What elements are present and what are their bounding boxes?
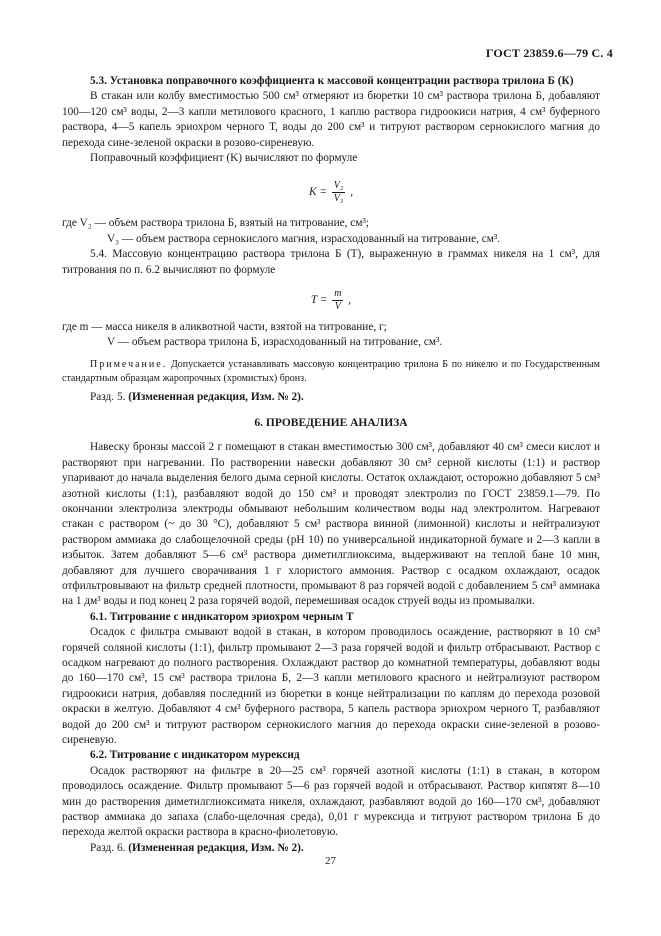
document-body bbox=[62, 74, 600, 856]
formula-t-where-1: где m — масса никеля в аликвотной части, взятой на титрование, г; bbox=[62, 321, 387, 334]
formula-k-where-1: где V₂ — объем раствора трилона Б, взятый на титрование, см³; bbox=[62, 217, 369, 230]
section-6-amendment-text: (Измененная редакция, Изм. № 2). bbox=[128, 841, 304, 854]
note-text: Допускается устанавливать массовую концентрацию трилона Б по никелю и по Государственным стандартным образцам жаропрочных (хромистых) бронз. bbox=[62, 358, 600, 384]
section-5-amendment bbox=[62, 390, 600, 405]
formula-k-numerator: V₂ bbox=[333, 180, 344, 192]
formula-k: K = $\frac{\text{V₂}}{\text{V₃}}$ , bbox=[308, 180, 354, 205]
formula-k-denominator: V₃ bbox=[333, 193, 344, 205]
section-6-1-paragraph: Осадок с фильтра смывают водой в стакан, в котором проводилось осаждение, растворяют в 10 см³ горячей соляной кислоты (1:1), фильтр промывают 2—3 раза горячей водой и фильтр отбрасывают. Раствор с осадком нагревают до полного растворения. Охлаждают раствор до комнатной температуры, добавляют воды до 160—170 см³, 15 см³ раствора трилона Б, 2—3 капли метилового красного и нейтрализуют раствором гидроокиси натрия, добавляя последний из бюретки в конце нейтрализации по каплям до перехода розовой окраски в желтую. Добавляют 4 см³ буферного раствора, 5 капель раствора эриохром черного Т, разбавляют водой до 200 см³ и титруют раствором сернокислого магния до перехода окраски сине-зеленой в розово-сиреневую. bbox=[62, 626, 600, 746]
formula-t-fraction bbox=[332, 288, 343, 313]
section-5-3-heading: 5.3. Установка поправочного коэффициента к массовой концентрации раствора трилона Б (К) bbox=[90, 75, 574, 87]
section-6-2-heading: 6.2. Титрование с индикатором мурексид bbox=[90, 749, 300, 762]
formula-t: T = $\frac{m}{V}$ , bbox=[310, 288, 352, 313]
formula-k-where-2: V₃ — объем раствора сернокислого магния, израсходованный на титрование, см³. bbox=[107, 232, 501, 245]
page-header: ГОСТ 23859.6—79 С. 4 bbox=[485, 46, 613, 60]
section-6-paragraph: Навеску бронзы массой 2 г помещают в стакан вместимостью 300 см³, добавляют 40 см³ смеси кислот и растворяют при нагревании. По растворении навески добавляют 30 см³ серной кислоты (1:1) и раствор упаривают до начала выделения белого дыма серной кислоты. Остаток охлаждают, осторожно добавляют 5 см³ азотной кислоты (1:1), разбавляют водой до 150 см³ и проводят электролиз по ГОСТ 23859.1—79. По окончании электролиза электроды обмывают небольшим количеством воды над электролитом. Нагревают стакан с раствором (~ до 30 °С), добавляют 5 см³ раствора винной (лимонной) кислоты и нейтрализуют раствором аммиака до слабощелочной среды (рН 10) по универсальной индикаторной бумаге и 2—3 капли в избыток. Затем добавляют 5—6 см³ раствора диметилглиоксима, выдерживают на теплой бане 10 мин, добавляют для лучшего сворачивания 1 г хлористого аммония. Раствор с осадком охлаждают, осадок отфильтровывают на фильтр средней плотности, промывают 8 раз горячей водой с добавлением 5 см³ аммиака на 1 дм³ воды и под конец 2 раза горячей водой, перемешивая осадок струей воды из промывалки. bbox=[62, 441, 600, 608]
note-label: Примечание. bbox=[90, 358, 168, 370]
formula-k-fraction bbox=[332, 180, 346, 205]
section-6-2-paragraph: Осадок растворяют на фильтре в 20—25 см³ горячей азотной кислоты (1:1) в стакан, в котором проводилось осаждение. Фильтр промывают 5—6 раз горячей водой и отбрасывают. Раствор кипятят 8—10 мин до растворения диметилглиоксимата никеля, охлаждают, разбавляют водой до 160—170 см³, добавляют раствор аммиака до запаха (слабо-щелочная среда), 0,01 г мурексида и титруют раствором трилона Б до перехода желтой окраски раствора в красно-фиолетовую. bbox=[62, 764, 600, 839]
section-5-amendment-text: (Измененная редакция, Изм. № 2). bbox=[128, 391, 304, 404]
section-5-4-paragraph: 5.4. Массовую концентрацию раствора трилона Б (Т), выраженную в граммах никеля на 1 см³, для титрования по п. 6.2 вычисляют по формуле bbox=[62, 248, 600, 276]
section-6-title: 6. ПРОВЕДЕНИЕ АНАЛИЗА bbox=[254, 416, 408, 429]
section-5-amendment-prefix: Разд. 5. bbox=[90, 391, 126, 404]
formula-t-lhs: T bbox=[310, 294, 317, 307]
section-5-3-paragraph: В стакан или колбу вместимостью 500 см³ отмеряют из бюретки 10 см³ раствора трилона Б, добавляют 100—120 см³ воды, 2—3 капли метилового красного, 1 каплю раствора гидроокиси натрия, 4 см³ буферного раствора, 4—5 капель эриохром черного Т, воды до 200 см³ и титруют раствором сернокислого магния до перехода сине-зеленой окраски в розово-сиреневую. bbox=[62, 90, 600, 149]
note bbox=[62, 358, 600, 386]
section-6-amendment-prefix: Разд. 6. bbox=[90, 841, 126, 854]
formula-k-end: , bbox=[350, 186, 354, 199]
page-number: 27 bbox=[325, 855, 336, 867]
formula-k-intro: Поправочный коэффициент (K) вычисляют по формуле bbox=[90, 152, 358, 165]
formula-t-denominator: V bbox=[334, 301, 341, 313]
formula-t-numerator: m bbox=[334, 288, 342, 300]
section-6-amendment bbox=[62, 841, 600, 856]
formula-t-where-2: V — объем раствора трилона Б, израсходованный на титрование, см³. bbox=[107, 336, 443, 349]
formula-t-end: , bbox=[348, 294, 352, 307]
formula-k-lhs: K bbox=[308, 186, 317, 199]
section-6-1-heading: 6.1. Титрование с индикатором эриохром черным Т bbox=[90, 610, 354, 623]
